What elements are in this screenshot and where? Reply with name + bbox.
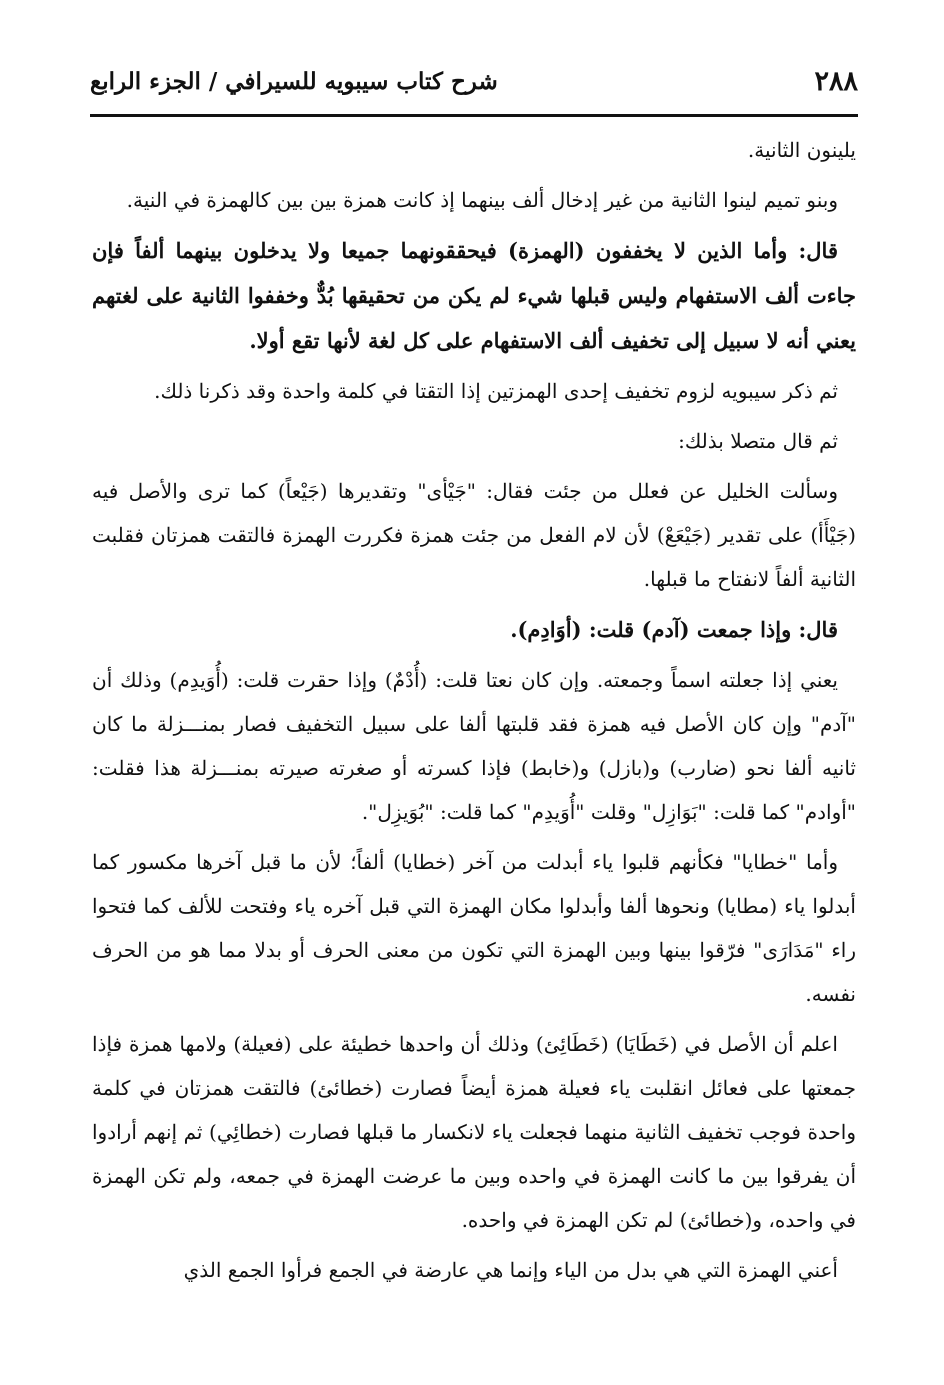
running-title: شرح كتاب سيبويه للسيرافي / الجزء الرابع [90, 68, 498, 95]
paragraph: ثم ذكر سيبويه لزوم تخفيف إحدى الهمزتين إذا التقتا في كلمة واحدة وقد ذكرنا ذلك. [154, 379, 838, 403]
paragraph: وسألت الخليل عن فعلل من جئت فقال: "جَيْأى" وتقديرها (جَيْعاً) كما ترى والأصل فيه (جَيْأَأ) على تقدير (جَيْعَعْ) لأن لام الفعل من جئت همزة فكررت الهمزة فالتقت همزتان فقلبت الثانية ألفاً لانفتاح ما قبلها. [92, 479, 856, 591]
header-rule [90, 114, 858, 117]
paragraph: قال: وإذا جمعت (آدم) قلت: (أوَادِم). [510, 617, 838, 642]
page-number: ٢٨٨ [814, 66, 858, 97]
paragraph: اعلم أن الأصل في (خَطَايَا) (خَطَائِئ) وذلك أن واحدها خطيئة على (فعيلة) ولامها همزة فإذا جمعتها على فعائل انقلبت ياء فعيلة همزة أيضاً فصارت (خطائئ) فالتقت همزتان في كلمة واحدة فوجب تخفيف الثانية منهما فجعلت ياء لانكسار ما قبلها فصارت (خطائِي) ثم إنهم أرادوا أن يفرقوا بين ما كانت الهمزة في واحده وبين ما عرضت الهمزة في جمعه، ولم تكن الهمزة في واحده، و(خطائئ) لم تكن الهمزة في واحده. [92, 1032, 856, 1232]
paragraph: يلينون الثانية. [747, 138, 856, 162]
paragraph: وبنو تميم لينوا الثانية من غير إدخال ألف بينهما إذ كانت همزة بين بين كالهمزة في النية. [126, 188, 838, 212]
paragraph: أعني الهمزة التي هي بدل من الياء وإنما هي عارضة في الجمع فرأوا الجمع الذي [183, 1258, 838, 1282]
paragraph: ثم قال متصلا بذلك: [678, 429, 838, 453]
paragraph: وأما "خطايا" فكأنهم قلبوا ياء أبدلت من آخر (خطايا) ألفاً؛ لأن ما قبل آخرها مكسور كما أبدلوا ياء (مطايا) ونحوها ألفا وأبدلوا مكان الهمزة التي قبل آخره ياء وفتحت للألف كما فتحوا راء "مَدَارَى" فرّقوا بينها وبين الهمزة التي تكون من معنى الحرف أو بدلا مما هو من الحرف نفسه. [92, 850, 856, 1006]
paragraph: قال: وأما الذين لا يخففون (الهمزة) فيحققونهما جميعا ولا يدخلون بينهما ألفاً فإن جاءت ألف الاستفهام وليس قبلها شيء لم يكن من تحقيقها بُدٌّ وخففوا الثانية على لغتهم يعني أنه لا سبيل إلى تخفيف ألف الاستفهام على كل لغة لأنها تقع أولا. [92, 238, 856, 353]
page-header [90, 62, 858, 112]
body-text [92, 128, 856, 1298]
paragraph: يعني إذا جعلته اسماً وجمعته. وإن كان نعتا قلت: (أُدْمٌ) وإذا حقرت قلت: (أُوَيدِم) وذلك أن "آدم" وإن كان الأصل فيه همزة فقد قلبتها ألفا على سبيل التخفيف فصار بمنـــزلة ما كان ثانيه ألفا نحو (ضارب) و(بازل) و(خابط) فإذا كسرته أو صغرته صيرته بمنـــزلة هذا فقلت: "أوادم" كما قلت: "بَوَازِل" وقلت "أُوَيدِم" كما قلت: "بُوَيزِل". [92, 668, 856, 824]
